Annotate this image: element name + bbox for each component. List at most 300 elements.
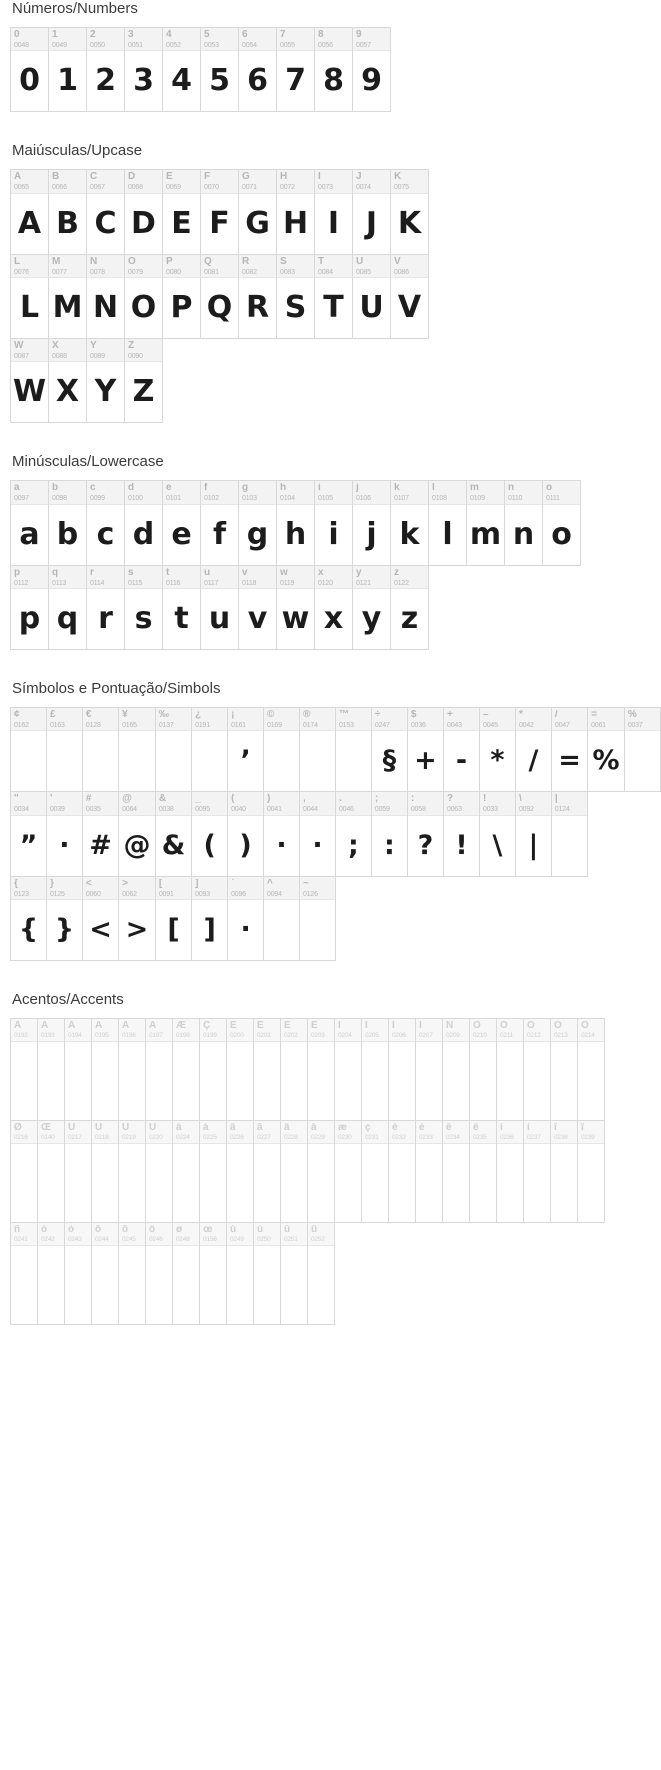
glyph-cell[interactable] [281,1222,308,1324]
glyph-char-label: ( [231,794,235,805]
glyph-cell[interactable] [92,1222,119,1324]
glyph-cell[interactable] [443,1019,470,1121]
glyph-cell[interactable] [87,565,125,649]
glyph-cell[interactable] [416,1019,443,1121]
glyph-char-label: õ [122,1224,129,1235]
glyph-cell[interactable] [391,254,429,338]
glyph-preview: · [240,914,251,946]
glyph-cell[interactable] [49,170,87,254]
glyph-char-label: m [470,483,479,494]
glyph-char-label: X [52,341,59,352]
glyph-cell[interactable] [82,708,118,792]
glyph-row [11,254,429,338]
glyph-cell[interactable] [578,1019,605,1121]
glyph-cell[interactable] [391,170,429,254]
glyph-cell[interactable] [300,876,336,960]
glyph-code-label: 0202 [284,1032,298,1040]
glyph-cell[interactable] [443,1120,470,1222]
glyph-cell[interactable] [11,481,49,565]
glyph-cell[interactable] [239,28,277,112]
glyph-cell[interactable] [125,481,163,565]
glyph-cell-header [163,255,200,278]
glyph-cell[interactable] [87,481,125,565]
glyph-cell[interactable] [11,708,47,792]
glyph-cell[interactable] [155,708,191,792]
glyph-char-label: ò [41,1224,48,1235]
glyph-preview [200,1144,226,1222]
glyph-char-label: Ò [473,1021,481,1032]
glyph-cell[interactable] [551,708,587,792]
glyph-preview: g [246,516,269,552]
glyph-code-label: 0140 [41,1133,55,1141]
glyph-cell[interactable] [353,254,391,338]
glyph-code-label: 0234 [446,1133,460,1141]
glyph-cell[interactable] [228,792,264,876]
glyph-cell[interactable] [11,565,49,649]
glyph-cell[interactable] [201,481,239,565]
glyph-code-label: 0230 [338,1133,352,1141]
glyph-cell[interactable] [228,708,264,792]
glyph-cell-header [505,481,542,504]
glyph-char-label: J [356,172,362,183]
glyph-code-label: 0090 [128,353,143,361]
glyph-cell[interactable] [82,792,118,876]
glyph-cell[interactable] [300,792,336,876]
glyph-cell[interactable] [49,28,87,112]
glyph-char-label: / [554,710,558,721]
glyph-cell[interactable] [407,708,443,792]
glyph-cell-header [429,481,466,504]
glyph-cell[interactable] [227,1019,254,1121]
glyph-cell-header [92,1019,118,1042]
glyph-cell[interactable] [146,1222,173,1324]
glyph-cell[interactable] [163,28,201,112]
glyph-code-label: 0156 [203,1235,217,1243]
glyph-preview: > [125,914,149,946]
glyph-code-label: 0046 [338,806,354,814]
glyph-cell[interactable] [11,339,49,423]
glyph-cell-header [315,28,352,51]
glyph-cell[interactable] [200,1222,227,1324]
glyph-char-label: Â [68,1021,76,1032]
glyph-cell[interactable] [87,170,125,254]
glyph-cell-header [372,708,407,731]
glyph-cell[interactable] [353,170,391,254]
glyph-cell[interactable] [444,792,480,876]
glyph-cell[interactable] [155,792,191,876]
glyph-table [10,480,581,650]
glyph-char-label: ¥ [122,710,128,721]
glyph-cell[interactable] [46,708,82,792]
glyph-char-label: â [230,1122,236,1133]
glyph-cell[interactable] [254,1019,281,1121]
glyph-code-label: 0122 [394,579,409,587]
glyph-preview [173,1042,199,1120]
glyph-code-label: 0110 [508,495,523,503]
glyph-code-label: 0245 [122,1235,136,1243]
glyph-cell[interactable] [281,1019,308,1121]
glyph-cell[interactable] [11,1222,38,1324]
glyph-char-label: œ [203,1224,213,1235]
glyph-cell[interactable] [371,792,407,876]
glyph-code-label: 0237 [527,1133,541,1141]
glyph-char-label: á [203,1122,209,1133]
glyph-cell[interactable] [65,1120,92,1222]
glyph-cell-header [552,792,587,815]
glyph-cell[interactable] [543,481,581,565]
glyph-cell[interactable] [416,1120,443,1222]
glyph-char-label: ø [176,1224,183,1235]
glyph-char-label: Á [41,1021,49,1032]
glyph-char-label: ç [365,1122,371,1133]
glyph-code-label: 0239 [581,1133,595,1141]
glyph-preview [119,1042,145,1120]
glyph-cell[interactable] [65,1019,92,1121]
glyph-cell[interactable] [353,565,391,649]
glyph-code-label: 0116 [166,579,181,587]
glyph-cell[interactable] [192,876,228,960]
glyph-cell-header [389,1121,415,1144]
glyph-cell[interactable] [624,708,660,792]
glyph-char-label: Ô [527,1021,535,1032]
glyph-cell[interactable] [163,565,201,649]
glyph-char-label: 5 [204,30,210,40]
glyph-cell[interactable] [264,708,300,792]
glyph-preview: · [312,829,323,861]
glyph-cell[interactable] [335,792,371,876]
glyph-cell[interactable] [277,170,315,254]
glyph-char-label: $ [410,710,417,721]
glyph-cell[interactable] [155,876,191,960]
glyph-code-label: 0128 [85,722,101,730]
glyph-char-label: é [419,1122,425,1133]
glyph-cell[interactable] [315,170,353,254]
glyph-cell-header [83,877,118,900]
glyph-preview [11,1042,37,1120]
glyph-cell[interactable] [201,170,239,254]
glyph-char-label: ë [473,1122,479,1133]
glyph-char-label: O [128,256,136,267]
glyph-cell[interactable] [551,1019,578,1121]
glyph-cell-header [192,877,227,900]
glyph-cell[interactable] [49,481,87,565]
glyph-cell[interactable] [49,254,87,338]
glyph-char-label: y [356,567,362,578]
glyph-cell[interactable] [201,254,239,338]
glyph-char-label: Q [204,256,212,267]
glyph-cell[interactable] [254,1120,281,1222]
glyph-cell[interactable] [389,1120,416,1222]
glyph-cell[interactable] [87,254,125,338]
glyph-cell[interactable] [300,708,336,792]
glyph-cell[interactable] [515,708,551,792]
glyph-char-label: j [356,483,359,494]
glyph-cell[interactable] [277,481,315,565]
glyph-cell[interactable] [192,708,228,792]
glyph-cell-header [11,792,46,815]
glyph-code-label: 0057 [356,42,371,49]
glyph-cell[interactable] [173,1120,200,1222]
glyph-cell[interactable] [227,1120,254,1222]
glyph-cell[interactable] [119,708,156,792]
glyph-cell-header [125,170,162,193]
glyph-char-label: D [128,172,136,183]
glyph-cell[interactable] [11,170,49,254]
glyph-cell[interactable] [87,339,125,423]
glyph-preview: x [323,601,344,637]
glyph-cell[interactable] [480,708,516,792]
glyph-cell[interactable] [578,1120,605,1222]
glyph-cell-header [65,1121,91,1144]
glyph-cell[interactable] [335,1120,362,1222]
glyph-cell[interactable] [524,1120,551,1222]
glyph-cell[interactable] [11,28,49,112]
glyph-cell[interactable] [315,565,353,649]
glyph-cell[interactable] [551,792,587,876]
glyph-cell[interactable] [407,792,443,876]
glyph-code-label: 0087 [14,353,29,361]
glyph-cell[interactable] [119,876,156,960]
glyph-cell-header [227,1121,253,1144]
glyph-cell[interactable] [125,170,163,254]
glyph-cell[interactable] [254,1222,281,1324]
glyph-cell[interactable] [92,1019,119,1121]
glyph-cell-header [38,1019,64,1042]
glyph-code-label: 0039 [49,806,65,814]
glyph-cell[interactable] [38,1019,65,1121]
glyph-preview [156,731,191,791]
glyph-cell-header [480,792,515,815]
glyph-cell[interactable] [163,170,201,254]
glyph-cell[interactable] [497,1120,524,1222]
glyph-cell[interactable] [239,170,277,254]
glyph-preview [11,731,46,791]
glyph-preview: I [327,205,340,241]
glyph-cell[interactable] [551,1120,578,1222]
glyph-code-label: 0083 [280,268,295,276]
glyph-preview [38,1144,64,1222]
glyph-cell-header [254,1121,280,1144]
glyph-cell[interactable] [239,481,277,565]
glyph-cell[interactable] [201,565,239,649]
glyph-code-label: 0246 [149,1235,163,1243]
glyph-preview [92,1042,118,1120]
glyph-char-label: 7 [280,30,286,40]
glyph-cell-header [551,1019,577,1042]
glyph-preview: h [284,516,307,552]
glyph-cell[interactable] [239,565,277,649]
glyph-cell[interactable] [92,1120,119,1222]
glyph-cell[interactable] [200,1120,227,1222]
glyph-cell[interactable] [119,792,156,876]
glyph-cell[interactable] [227,1222,254,1324]
glyph-preview [146,1144,172,1222]
glyph-row [11,170,429,254]
glyph-cell[interactable] [588,708,625,792]
glyph-cell[interactable] [201,28,239,112]
glyph-cell[interactable] [11,1120,38,1222]
glyph-cell[interactable] [239,254,277,338]
glyph-cell-header [353,28,390,51]
glyph-code-label: 0174 [303,722,318,730]
glyph-char-label: Ç [203,1021,211,1032]
glyph-cell[interactable] [470,1120,497,1222]
glyph-code-label: 0118 [242,579,257,587]
glyph-preview [200,1246,226,1324]
glyph-preview: \ [492,829,503,861]
glyph-cell-header [362,1019,388,1042]
glyph-cell[interactable] [125,28,163,112]
glyph-code-label: 0210 [473,1032,487,1040]
glyph-cell[interactable] [515,792,551,876]
glyph-cell[interactable] [82,876,118,960]
glyph-cell[interactable] [11,792,47,876]
glyph-char-label: } [49,878,54,889]
glyph-cell[interactable] [277,28,315,112]
glyph-char-label: p [14,567,21,578]
glyph-cell[interactable] [87,28,125,112]
glyph-cell[interactable] [125,565,163,649]
glyph-cell[interactable] [277,565,315,649]
glyph-cell[interactable] [281,1120,308,1222]
glyph-cell[interactable] [49,339,87,423]
glyph-cell[interactable] [119,1120,146,1222]
glyph-code-label: 0251 [284,1235,298,1243]
glyph-cell-header [201,170,238,193]
glyph-cell[interactable] [391,565,429,649]
glyph-cell[interactable] [353,28,391,112]
glyph-cell[interactable] [163,481,201,565]
glyph-cell[interactable] [46,792,82,876]
glyph-preview [264,900,299,960]
glyph-cell[interactable] [391,481,429,565]
glyph-code-label: 0043 [447,722,462,730]
glyph-char-label: Í [365,1021,368,1032]
glyph-cell[interactable] [228,876,264,960]
glyph-cell[interactable] [65,1222,92,1324]
glyph-code-label: 0112 [14,579,29,587]
glyph-cell[interactable] [362,1120,389,1222]
glyph-cell[interactable] [146,1019,173,1121]
glyph-cell-header [192,792,227,815]
glyph-cell[interactable] [38,1222,65,1324]
glyph-preview [281,1144,307,1222]
glyph-char-label: W [14,341,24,352]
glyph-preview [47,731,82,791]
glyph-preview [335,1144,361,1222]
glyph-cell[interactable] [125,339,163,423]
glyph-cell-header [65,1019,91,1042]
glyph-cell-header [315,170,352,193]
glyph-cell[interactable] [371,708,407,792]
glyph-preview [336,731,371,791]
glyph-cell-header [119,792,155,815]
glyph-code-label: 0076 [14,268,29,276]
glyph-cell[interactable] [470,1019,497,1121]
glyph-preview [578,1144,604,1222]
glyph-cell-header [201,481,238,504]
glyph-cell[interactable] [125,254,163,338]
glyph-cell-header [38,1121,64,1144]
glyph-cell[interactable] [335,1019,362,1121]
glyph-cell[interactable] [362,1019,389,1121]
glyph-cell[interactable] [11,254,49,338]
glyph-cell[interactable] [11,1019,38,1121]
glyph-cell-header [254,1223,280,1246]
glyph-cell[interactable] [353,481,391,565]
glyph-cell[interactable] [315,28,353,112]
glyph-cell[interactable] [480,792,516,876]
glyph-code-label: 0206 [392,1032,406,1040]
glyph-cell[interactable] [163,254,201,338]
glyph-char-label: > [122,878,128,889]
glyph-cell[interactable] [146,1120,173,1222]
glyph-code-label: 0101 [166,495,181,503]
glyph-code-label: 0137 [158,722,174,730]
glyph-cell-header [11,170,48,193]
glyph-cell[interactable] [315,254,353,338]
glyph-cell[interactable] [277,254,315,338]
glyph-cell[interactable] [315,481,353,565]
glyph-cell-header [391,255,428,278]
glyph-cell[interactable] [505,481,543,565]
glyph-cell-header [551,1121,577,1144]
glyph-cell[interactable] [308,1120,335,1222]
glyph-cell[interactable] [524,1019,551,1121]
glyph-char-label: F [204,172,211,183]
glyph-preview: D [131,205,156,241]
glyph-cell-header [11,255,48,278]
glyph-char-label: 4 [166,30,172,40]
glyph-cell-header [239,481,276,504]
glyph-cell[interactable] [308,1019,335,1121]
glyph-code-label: 0104 [280,495,295,503]
glyph-cell[interactable] [200,1019,227,1121]
glyph-cell[interactable] [192,792,228,876]
glyph-char-label: R [242,256,250,267]
glyph-cell[interactable] [308,1222,335,1324]
glyph-cell[interactable] [264,792,300,876]
glyph-cell[interactable] [497,1019,524,1121]
glyph-cell[interactable] [264,876,300,960]
glyph-cell[interactable] [38,1120,65,1222]
glyph-cell[interactable] [429,481,467,565]
glyph-cell[interactable] [444,708,480,792]
glyph-code-label: 0243 [68,1235,82,1243]
glyph-char-label: P [166,256,173,267]
glyph-cell[interactable] [119,1019,146,1121]
glyph-cell-header [125,339,162,362]
glyph-cell[interactable] [46,876,82,960]
glyph-code-label: 0121 [356,579,371,587]
glyph-char-label: ú [257,1224,264,1235]
glyph-cell[interactable] [467,481,505,565]
glyph-cell-header [480,708,515,731]
glyph-row [11,708,661,792]
glyph-cell[interactable] [173,1222,200,1324]
glyph-cell[interactable] [49,565,87,649]
glyph-cell[interactable] [119,1222,146,1324]
glyph-cell[interactable] [389,1019,416,1121]
glyph-code-label: 0233 [419,1133,433,1141]
glyph-cell[interactable] [11,876,47,960]
glyph-cell-header [308,1223,334,1246]
glyph-preview [38,1042,64,1120]
glyph-cell-header [315,255,352,278]
glyph-code-label: 0218 [95,1133,109,1141]
glyph-cell[interactable] [173,1019,200,1121]
glyph-cell[interactable] [335,708,371,792]
